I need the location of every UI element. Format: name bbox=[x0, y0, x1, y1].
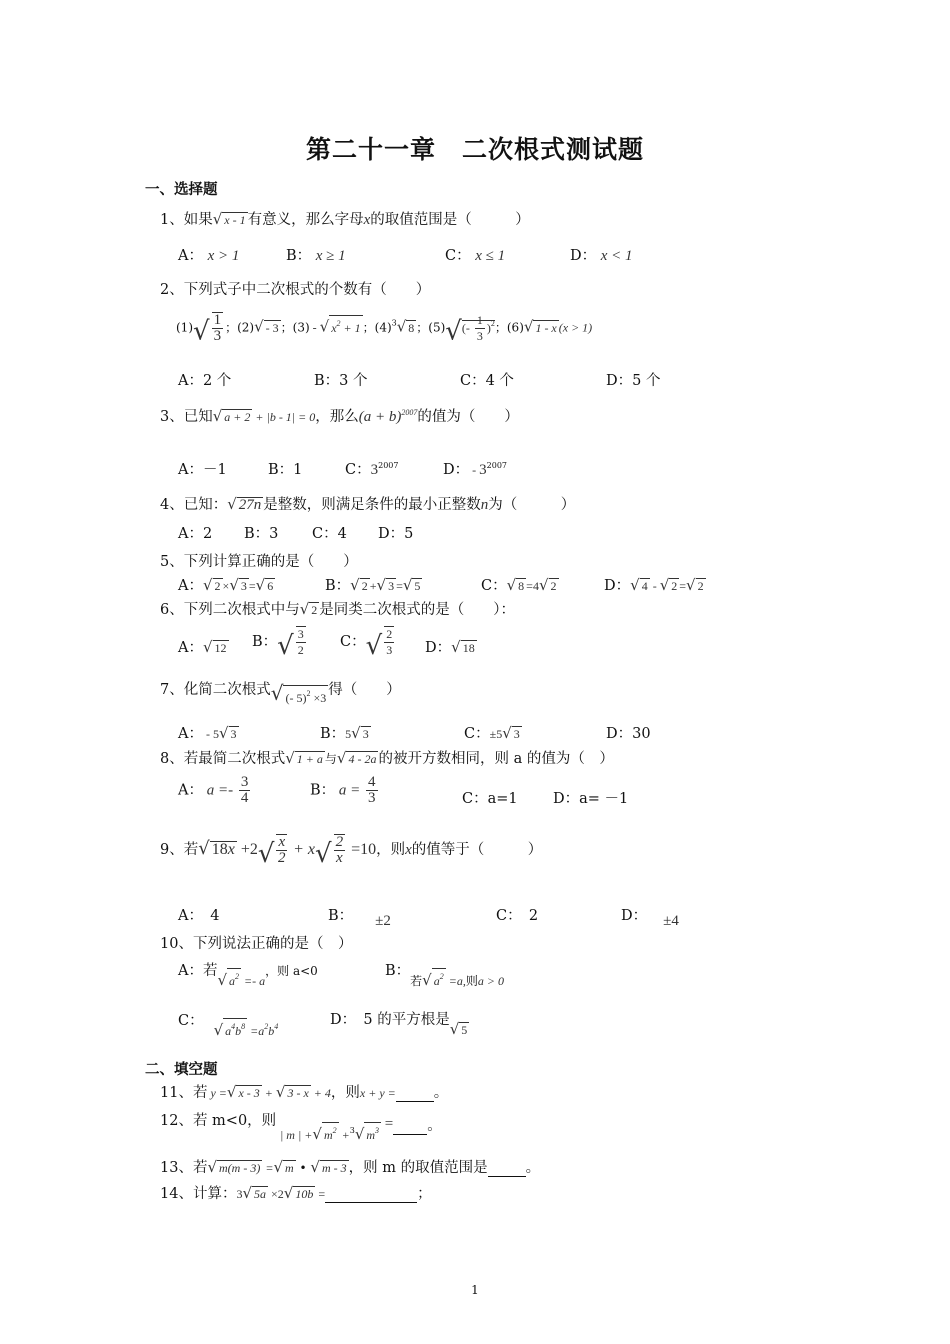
sqrt-icon: √ bbox=[212, 407, 223, 425]
question-9-term-1: 18x bbox=[211, 841, 235, 858]
q7-option-d[interactable]: D：30 bbox=[606, 726, 651, 742]
sqrt-icon: √ bbox=[254, 317, 264, 336]
item-6-label: ；(6) bbox=[494, 320, 524, 335]
question-12-pre: 12、若 m<0，则 bbox=[160, 1113, 277, 1129]
answer-blank[interactable] bbox=[393, 1134, 427, 1135]
q9-option-c[interactable]: C： 2 bbox=[496, 908, 539, 924]
question-1 bbox=[160, 208, 530, 229]
option-expr: x ≤ 1 bbox=[475, 248, 506, 264]
question-14: 14、计算：3√ 5a ×2√ 10b = ； bbox=[160, 1184, 432, 1202]
option-label: B： bbox=[320, 726, 346, 742]
item-1-label: (1) bbox=[176, 320, 193, 335]
question-9-post: ，则 bbox=[376, 842, 406, 858]
question-9-tail: 的值等于（ ） bbox=[411, 842, 543, 858]
option-label: D： 5 的平方根是 bbox=[330, 1012, 450, 1028]
q7-option-c[interactable]: C：±5√ 3 bbox=[464, 724, 520, 742]
q7-option-b[interactable]: B：5√ 3 bbox=[320, 724, 369, 742]
option-label: B： bbox=[325, 578, 351, 594]
question-12-expr: | m | +√ $m^2 +^3√$ $m^3$ = 。 bbox=[280, 1116, 442, 1143]
question-14-pre: 14、计算： bbox=[160, 1186, 237, 1202]
option-base: 3 bbox=[479, 462, 487, 478]
sqrt-icon: √ bbox=[285, 749, 295, 767]
option-label: D： bbox=[570, 248, 597, 264]
q3-option-a[interactable]: A：－1 bbox=[178, 462, 227, 478]
q10-option-c[interactable]: C： √ $a^4b^8 =a^2b^4$ bbox=[178, 1013, 279, 1039]
question-3-power: $(a + b)^{2007}$ bbox=[358, 408, 418, 425]
q1-option-c[interactable] bbox=[445, 244, 505, 265]
option-text: ，则 a<0 bbox=[265, 964, 318, 978]
question-8-pre: 8、若最简二次根式 bbox=[160, 751, 286, 767]
q8-option-c[interactable]: C：a=1 bbox=[462, 791, 518, 807]
question-3-radicand: a + 2 bbox=[224, 410, 251, 424]
q9-option-b[interactable] bbox=[328, 904, 391, 929]
question-4-var: n bbox=[480, 497, 489, 513]
question-11-post: 。 bbox=[433, 1085, 449, 1101]
q7-option-a[interactable]: A： - 5√ 3 bbox=[178, 724, 237, 742]
question-11-pre: 11、若 bbox=[160, 1085, 208, 1101]
sqrt-icon: √ bbox=[212, 210, 223, 228]
answer-blank[interactable] bbox=[488, 1176, 526, 1177]
q3-option-d[interactable] bbox=[443, 458, 507, 479]
question-3-pre: 3、已知 bbox=[160, 409, 213, 425]
answer-blank[interactable] bbox=[325, 1202, 417, 1203]
q6-option-a[interactable]: A：√ 12 bbox=[178, 638, 227, 656]
q8-option-b[interactable]: B： a = $\frac{4}{3}$ bbox=[310, 774, 376, 806]
section-heading-fill: 二、填空题 bbox=[145, 1062, 218, 1078]
question-8 bbox=[160, 747, 614, 768]
option-radicand: 18 bbox=[462, 641, 475, 655]
option-exp: 2007 bbox=[486, 461, 507, 470]
question-4-pre: 4、已知： bbox=[160, 497, 228, 513]
item-6-condition: (x > 1) bbox=[558, 320, 593, 335]
option-prefix: 若 bbox=[410, 974, 423, 988]
question-6 bbox=[160, 598, 515, 619]
item-4-label: ；(4) bbox=[362, 320, 392, 335]
question-12-post: 。 bbox=[427, 1118, 442, 1134]
question-9-var: x bbox=[405, 842, 412, 858]
question-13-pre: 13、若 bbox=[160, 1160, 208, 1176]
item-4-radicand: 8 bbox=[408, 320, 415, 335]
question-8-conj: 与 bbox=[324, 752, 337, 766]
option-label: B： bbox=[328, 908, 354, 924]
sqrt-icon: √ bbox=[299, 600, 310, 618]
sqrt-icon: √ bbox=[396, 317, 407, 336]
q6-option-c[interactable]: C：√ $\frac{2}{3}$ bbox=[340, 627, 393, 661]
item-6-radicand: 1 - x bbox=[535, 320, 557, 335]
question-8-post: 的被开方数相同，则 a 的值为（ ） bbox=[378, 751, 614, 767]
question-3-mid: ，那么 bbox=[315, 409, 359, 425]
q5-option-a[interactable]: A：√ 2 ×√ 3 =√ 6 bbox=[178, 576, 274, 594]
option-radicand: 12 bbox=[214, 641, 227, 655]
minus-sign: - bbox=[309, 320, 320, 335]
question-13-post: 。 bbox=[525, 1160, 541, 1176]
q4-option-b[interactable]: B：3 bbox=[244, 526, 279, 542]
option-label: B： bbox=[385, 963, 411, 979]
option-base: 3 bbox=[370, 462, 379, 478]
q5-option-b[interactable]: B：√ 2 +√ 3 =√ 5 bbox=[325, 576, 421, 594]
question-3 bbox=[160, 405, 519, 426]
option-label: D： bbox=[443, 462, 470, 478]
answer-blank[interactable] bbox=[396, 1101, 434, 1102]
option-label: B： bbox=[310, 782, 336, 799]
option-label: D： bbox=[604, 578, 631, 594]
item-3-label: ；(3) bbox=[280, 320, 310, 335]
option-label: C： bbox=[178, 1013, 204, 1029]
item-5-label: ；(5) bbox=[416, 320, 446, 335]
question-14-post: ； bbox=[417, 1186, 432, 1202]
option-label: C： bbox=[445, 248, 471, 264]
sqrt-icon: √ bbox=[198, 838, 210, 859]
question-6-pre: 6、下列二次根式中与 bbox=[160, 602, 300, 618]
q1-option-a[interactable] bbox=[178, 244, 239, 265]
question-4-post: 为（ ） bbox=[488, 497, 576, 513]
option-label: C： bbox=[464, 726, 490, 742]
question-7-pre: 7、化简二次根式 bbox=[160, 682, 271, 698]
page-number: 1 bbox=[471, 1283, 479, 1297]
section-heading-choice: 一、选择题 bbox=[145, 182, 218, 198]
question-9: 9、若√ 18x +2√ $\frac{x}{2}$ + x√ $\frac{2}{x}$ =10，则x的值等于（ ） bbox=[160, 834, 543, 869]
question-5-stem: 5、下列计算正确的是（ ） bbox=[160, 554, 358, 570]
fraction-one-third: $\frac{1}{3}$ bbox=[213, 312, 222, 344]
item-2-label: ；(2) bbox=[225, 320, 255, 335]
option-label: C： bbox=[340, 634, 366, 650]
q5-option-d[interactable]: D：√ 4 - √ 2 =√ 2 bbox=[604, 576, 704, 594]
q10-option-a[interactable]: A：若√ $a^2$ $_{=- a}$，则 a<0 bbox=[178, 963, 318, 989]
question-6-post: 是同类二次根式的是（ ）： bbox=[319, 602, 516, 618]
cube-root-index: 3 bbox=[391, 318, 397, 328]
question-2-stem: 2、下列式子中二次根式的个数有（ ） bbox=[160, 282, 431, 298]
question-1-radicand: x - 1 bbox=[224, 213, 246, 227]
q9-option-a[interactable]: A： 4 bbox=[178, 908, 220, 924]
q6-option-b[interactable]: B：√ $\frac{3}{2}$ bbox=[252, 627, 304, 661]
question-12 bbox=[160, 1109, 276, 1130]
sqrt-icon: √ bbox=[227, 495, 237, 513]
item-3-radicand: $x^2 + 1$ bbox=[329, 315, 362, 336]
q3-option-b[interactable]: B：1 bbox=[268, 462, 303, 478]
question-7-post: 得（ ） bbox=[328, 682, 401, 698]
q5-option-c[interactable]: C：√ 8 =4√ 2 bbox=[481, 576, 557, 594]
question-13: 13、若√ m(m - 3) =√ m • √ m - 3 ，则 m 的取值范围是 。 bbox=[160, 1158, 541, 1176]
option-exp: 2007 bbox=[378, 461, 399, 470]
item-5-radicand: (- $\frac{1}{3}$ )$^2$ bbox=[461, 313, 495, 344]
option-label: A： bbox=[178, 248, 203, 264]
sqrt-icon: √ bbox=[319, 317, 330, 336]
option-expr: x < 1 bbox=[600, 248, 633, 264]
option-label: A：若 bbox=[178, 963, 218, 979]
option-label: B： bbox=[252, 634, 278, 650]
option-label: A： bbox=[178, 726, 203, 742]
option-value: ±2 bbox=[375, 913, 391, 929]
sqrt-icon: √ bbox=[445, 316, 462, 347]
question-1-post: 的取值范围是（ ） bbox=[370, 212, 530, 228]
sqrt-icon: √ bbox=[193, 316, 210, 347]
question-7-radicand: (- 5)$^2$ ×3 bbox=[283, 685, 328, 706]
question-8-radicand-2: 4 - 2a bbox=[348, 752, 377, 766]
q9-option-d[interactable] bbox=[621, 904, 679, 929]
q2-option-d[interactable]: D：5 个 bbox=[606, 373, 661, 389]
option-label: D： bbox=[425, 640, 452, 656]
option-label: B： bbox=[286, 248, 312, 264]
q1-option-d[interactable] bbox=[570, 244, 633, 265]
sqrt-icon: √ bbox=[523, 317, 534, 336]
option-expr: x > 1 bbox=[207, 248, 240, 264]
question-4-radicand: 27n bbox=[238, 497, 262, 513]
sqrt-icon: √ bbox=[270, 681, 284, 705]
option-label: D： bbox=[621, 908, 648, 924]
question-1-var: x bbox=[363, 212, 371, 228]
option-label: A： bbox=[178, 578, 203, 594]
q8-option-d[interactable]: D：a= －1 bbox=[553, 791, 629, 807]
question-3-plus: + bbox=[252, 410, 267, 424]
question-8-radicand-1: 1 + a bbox=[296, 752, 323, 766]
q2-option-a[interactable]: A：2 个 bbox=[178, 373, 232, 389]
item-2-radicand: - 3 bbox=[265, 320, 279, 335]
question-4-mid: 是整数，则满足条件的最小正整数 bbox=[263, 497, 481, 513]
q6-option-d[interactable]: D：√ 18 bbox=[425, 638, 475, 656]
question-10-stem: 10、下列说法正确的是（ ） bbox=[160, 936, 353, 952]
option-label: C： bbox=[481, 578, 507, 594]
option-label: A： bbox=[178, 782, 203, 799]
page-title: 第二十一章 二次根式测试题 bbox=[305, 135, 644, 164]
question-13-mid: ，则 m 的取值范围是 bbox=[348, 1160, 488, 1176]
question-7 bbox=[160, 677, 401, 705]
question-6-radicand: 2 bbox=[311, 603, 318, 617]
question-3-abs: |b - 1| = 0 bbox=[266, 410, 316, 424]
question-4 bbox=[160, 493, 575, 514]
question-11-mid: ，则 bbox=[330, 1085, 360, 1101]
question-2-items bbox=[176, 312, 592, 347]
q3-option-c[interactable] bbox=[345, 458, 398, 479]
option-expr: x ≥ 1 bbox=[315, 248, 346, 264]
question-1-mid: 有意义，那么字母 bbox=[247, 212, 364, 228]
q8-option-a[interactable]: A： a =- $\frac{3}{4}$ bbox=[178, 774, 249, 806]
question-11: 11、若 y =√ x - 3 + √ 3 - x + 4，则x + y = 。 bbox=[160, 1083, 449, 1101]
q10-option-b[interactable]: B：$_{若√ a^2 =a,则a > 0}$ bbox=[385, 963, 504, 989]
sqrt-icon: √ bbox=[336, 749, 347, 767]
q10-option-d[interactable]: D： 5 的平方根是√ 5 bbox=[330, 1012, 468, 1038]
q2-option-b[interactable]: B：3 个 bbox=[314, 373, 368, 389]
question-9-pre: 9、若 bbox=[160, 842, 199, 858]
question-3-post: 的值为（ ） bbox=[417, 409, 519, 425]
option-value: ±4 bbox=[663, 913, 679, 929]
q1-option-b[interactable] bbox=[286, 244, 346, 265]
q2-option-c[interactable]: C：4 个 bbox=[460, 373, 514, 389]
option-label: A： bbox=[178, 640, 203, 656]
q4-option-c[interactable]: C：4 bbox=[312, 526, 347, 542]
option-label: C： bbox=[345, 462, 371, 478]
minus-sign: - bbox=[469, 463, 480, 477]
q4-option-a[interactable]: A：2 bbox=[178, 526, 213, 542]
q4-option-d[interactable]: D：5 bbox=[378, 526, 414, 542]
question-1-pre: 1、如果 bbox=[160, 212, 213, 228]
